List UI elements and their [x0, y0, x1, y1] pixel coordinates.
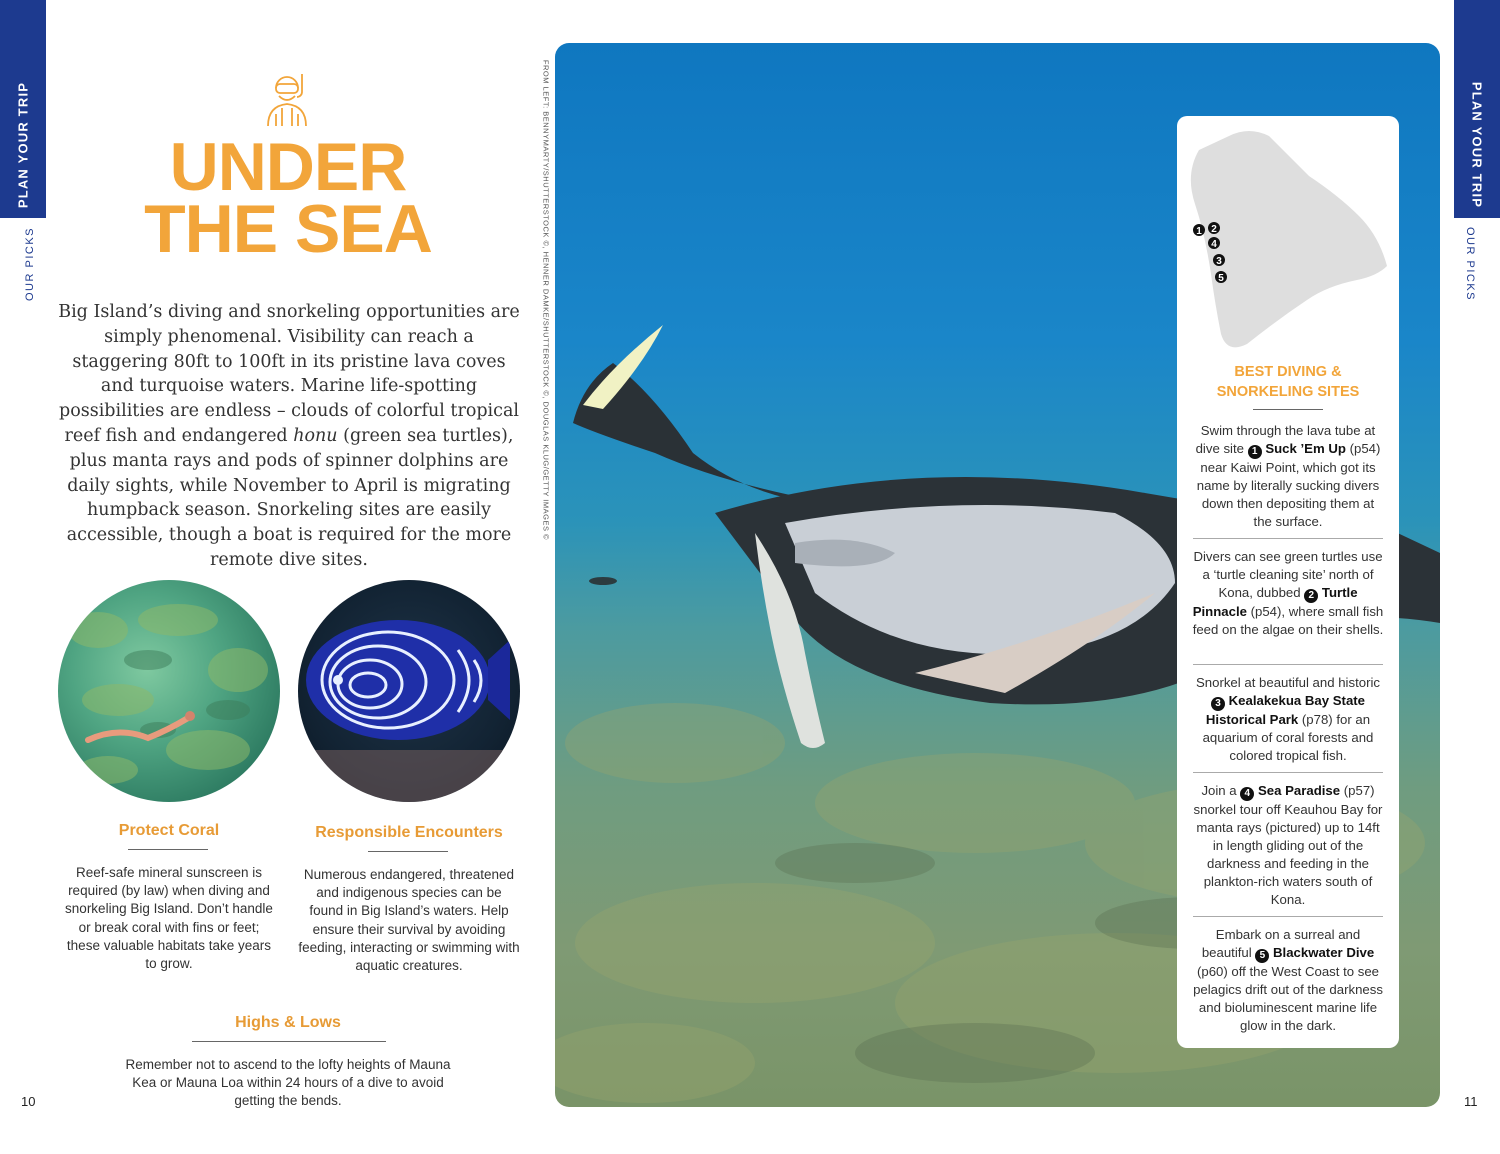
- site-number-badge: 3: [1211, 697, 1225, 711]
- snorkeler-photo: [58, 580, 280, 802]
- highs-lows-rule: [192, 1041, 386, 1042]
- site-number-badge: 1: [1248, 445, 1262, 459]
- site-divider: [1193, 664, 1383, 665]
- map-marker-1: [1193, 224, 1205, 237]
- site-divider: [1193, 772, 1383, 773]
- title-line-1: UNDER: [169, 129, 407, 205]
- site-entry-2: Divers can see green turtles use a ‘turtle cleaning site’ north of Kona, dubbed 2 Turtle Pinnacle (p54), where small fish feed on the algae on their shells.: [1192, 549, 1384, 638]
- best-sites-card: [1177, 116, 1399, 1048]
- site-entry-3: Snorkel at beautiful and historic 3 Kealakekua Bay State Historical Park (p78) for an aquarium of coral forests and colored tropical fish.: [1195, 675, 1380, 764]
- best-sites-heading: BEST DIVING & SNORKELING SITES: [1216, 364, 1360, 400]
- highs-lows-heading: Highs & Lows: [235, 1014, 341, 1031]
- site-entry-1: Swim through the lava tube at dive site 1 Suck ’Em Up (p54) near Kaiwi Point, which got its name by literally sucking divers down then depositing them at the surface.: [1195, 423, 1381, 530]
- svg-text:4: 4: [1211, 239, 1217, 250]
- page-number-right: 11: [1464, 1094, 1478, 1109]
- photo-credit: FROM LEFT: BENNYMARTY/SHUTTERSTOCK ©, HENNER DAMKE/SHUTTERSTOCK ©, DOUGLAS KLUG/GETTY IMAGES ©: [541, 59, 551, 541]
- subsection-label-right: OUR PICKS: [1464, 226, 1476, 302]
- angelfish-photo: [298, 580, 520, 802]
- site-number-badge: 4: [1240, 787, 1254, 801]
- protect-coral-heading: Protect Coral: [118, 822, 220, 839]
- site-number-badge: 5: [1255, 949, 1269, 963]
- big-island-map: [1177, 116, 1399, 356]
- best-sites-rule: [1253, 409, 1323, 410]
- protect-coral-text: Reef-safe mineral sunscreen is required (by law) when diving and snorkeling Big Island. Don’t handle or break coral with fins or feet; these valuable habitats take years to grow.: [65, 865, 273, 972]
- snorkel-diver-icon: [262, 70, 312, 128]
- site-entry-4: Join a 4 Sea Paradise (p57) snorkel tour off Keauhou Bay for manta rays (pictured) up to 14ft in length gliding out of the darkness and feeding in the plankton-rich waters south of Kona.: [1193, 783, 1383, 908]
- page-title: [100, 129, 476, 267]
- honu-term: honu: [293, 425, 338, 446]
- highs-lows-text: Remember not to ascend to the lofty heights of Mauna Kea or Mauna Loa within 24 hours of a dive to avoid getting the bends.: [125, 1057, 451, 1109]
- site-entry-5: Embark on a surreal and beautiful 5 Blackwater Dive (p60) off the West Coast to see pelagics drift out of the darkness and bioluminescent marine life glow in the dark.: [1193, 927, 1383, 1034]
- section-tab-left-label: PLAN YOUR TRIP: [15, 81, 31, 209]
- svg-text:5: 5: [1218, 273, 1224, 284]
- section-tab-right-label: PLAN YOUR TRIP: [1469, 81, 1485, 209]
- protect-coral-rule: [128, 849, 208, 850]
- svg-text:3: 3: [1216, 256, 1222, 267]
- responsible-encounters-text: Numerous endangered, threatened and indigenous species can be found in Big Island’s waters. Help ensure their survival by avoiding feeding, interacting or swimming with aquatic creatures.: [298, 867, 520, 974]
- page-number-left: 10: [21, 1094, 36, 1109]
- site-divider: [1193, 916, 1383, 917]
- responsible-encounters-rule: [368, 851, 448, 852]
- intro-paragraph: Big Island’s diving and snorkeling opportunities are simply phenomenal. Visibility can reach a staggering 80ft to 100ft in its pristine lava coves and turquoise waters. Marine life-spotting possibilities are endless – clouds of colorful tropical reef fish and endangered honu (green sea turtles), plus manta rays and pods of spinner dolphins are daily sights, while November to April is migrating humpback season. Snorkeling sites are easily accessible, though a boat is required for the more remote dive sites.: [58, 302, 520, 570]
- title-line-2: THE SEA: [144, 191, 432, 267]
- responsible-encounters-heading: Responsible Encounters: [315, 824, 503, 841]
- svg-text:1: 1: [1196, 226, 1202, 237]
- subsection-label-left: OUR PICKS: [24, 226, 36, 302]
- site-number-badge: 2: [1304, 589, 1318, 603]
- site-divider: [1193, 538, 1383, 539]
- svg-text:2: 2: [1211, 224, 1217, 235]
